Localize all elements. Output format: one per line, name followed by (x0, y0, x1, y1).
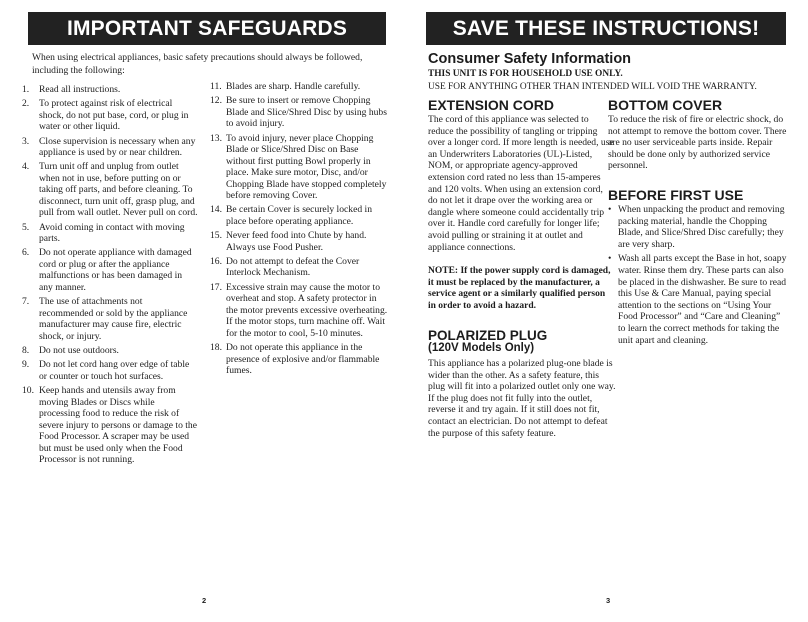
list-item: • Wash all parts except the Base in hot, soapy water. Rinse them dry. These parts can also be placed in the dishwasher. Be sure to read this Use & Care Manual, paying special attention to the sections on “Using Your Food Processor” and “Care and Cleaning” to learn the correct methods for taking the unit apart and cleaning. (608, 253, 787, 346)
item-number: 17. (210, 281, 222, 293)
list-item (210, 133, 388, 202)
item-text: Never feed food into Chute by hand. Always use Food Pusher. (226, 230, 367, 253)
list-item (210, 256, 388, 279)
item-number: 8. (22, 345, 30, 357)
item-number: 14. (210, 204, 222, 216)
list-item (22, 247, 198, 293)
list-item (22, 296, 198, 342)
item-text: Be sure to insert or remove Chopping Blade and Slice/Shred Disc by using hubs to avoid injury. (226, 95, 387, 130)
page-number-right: 3 (606, 596, 611, 605)
item-number: 5. (22, 221, 30, 233)
item-number: 1. (22, 84, 30, 95)
item-number: 10. (22, 385, 34, 397)
list-item (22, 385, 198, 466)
item-text: Do not operate appliance with damaged cord or plug or after the appliance malfunctions or has been damaged in any manner. (39, 247, 192, 293)
right-page (404, 0, 808, 622)
item-text: Keep hands and utensils away from moving Blades or Discs while processing food to reduce the risk of severe injury to persons or damage to the Food Processor. A scraper may be used but must be used only when the Food Processor is not running. (39, 385, 197, 466)
item-number: 2. (22, 98, 30, 110)
item-number: 13. (210, 132, 222, 144)
safeguards-intro: When using electrical appliances, basic safety precautions should always be followed, including the following: (32, 52, 363, 76)
item-text: Do not let cord hang over edge of table or counter or touch hot surfaces. (39, 359, 190, 382)
bottom-cover-text: To reduce the risk of fire or electric shock, do not attempt to remove the bottom cover. There are no user serviceable parts inside. Repair should be done only by authorized service personnel. (608, 114, 787, 172)
extension-cord-heading: EXTENSION CORD (428, 97, 555, 113)
list-item (22, 345, 198, 357)
polarized-plug-heading: POLARIZED PLUG (428, 328, 548, 343)
item-text: Close supervision is necessary when any appliance is used by or near children. (39, 135, 196, 159)
safeguards-list-col2 (210, 81, 388, 379)
list-item (22, 98, 198, 133)
list-item: • When unpacking the product and removing packing material, handle the Chopping Blade, and Slice/Shred Disc carefully; they are very sharp. (608, 204, 785, 250)
list-item (22, 84, 198, 96)
item-text: Do not operate this appliance in the presence of explosive and/or flammable fumes. (226, 342, 380, 377)
item-number: 3. (22, 135, 30, 147)
before-first-use-heading: BEFORE FIRST USE (608, 187, 744, 203)
save-instructions-banner: SAVE THESE INSTRUCTIONS! (426, 12, 786, 45)
item-text: Be certain Cover is securely locked in place before operating appliance. (226, 204, 372, 227)
list-item (210, 81, 388, 93)
polarized-plug-text: This appliance has a polarized plug-one blade is wider than the other. As a safety feature, this plug will fit into a polarized outlet only one way. If the plug does not fit fully into the outlet, reverse it and try again. If it still does not fit, contact an electrician. Do not attempt to defeat the purpose of this safety feature. (428, 358, 616, 439)
list-item (210, 204, 388, 227)
item-text: To protect against risk of electrical shock, do not put base, cord, or plug in water or other liquid. (39, 98, 189, 133)
item-number: 12. (210, 95, 222, 107)
item-number: 11. (210, 81, 222, 92)
item-number: 16. (210, 255, 222, 267)
item-text: The use of attachments not recommended or sold by the appliance manufacturer may cause fire, electric shock, or injury. (39, 296, 188, 342)
list-item (22, 161, 198, 219)
item-text: Do not attempt to defeat the Cover Interlock Mechanism. (226, 255, 360, 279)
item-text: Excessive strain may cause the motor to overheat and stop. A safety protector in the motor prevents excessive overheating. If the motor stops, turn machine off. Wait for the motor to cool, 5-10 minutes. (226, 281, 388, 339)
warranty-line: USE FOR ANYTHING OTHER THAN INTENDED WILL VOID THE WARRANTY. (428, 82, 757, 92)
page-number-left: 2 (202, 596, 207, 605)
item-text: Turn unit off and unplug from outlet when not in use, before putting on or taking off parts, and before cleaning. To disconnect, turn unit off, grasp plug, and pull from wall outlet. Never pull on cord. (39, 161, 198, 219)
consumer-safety-title: Consumer Safety Information (428, 51, 632, 67)
item-text: Blades are sharp. Handle carefully. (226, 81, 361, 92)
item-number: 18. (210, 342, 222, 354)
item-number: 4. (22, 161, 30, 173)
list-item (210, 95, 388, 130)
list-item (22, 136, 198, 159)
bottom-cover-heading: BOTTOM COVER (608, 97, 723, 113)
household-use-line: THIS UNIT IS FOR HOUSEHOLD USE ONLY. (428, 69, 623, 79)
list-item (22, 222, 198, 245)
polarized-plug-subheading: (120V Models Only) (428, 342, 535, 354)
item-text: Do not use outdoors. (39, 345, 119, 357)
item-number: 6. (22, 247, 30, 259)
item-number: 15. (210, 230, 222, 242)
extension-cord-text: The cord of this appliance was selected to reduce the possibility of tangling or tripping over a longer cord. If more length is needed, use an Underwriters Laboratories (UL)-Listed, NOM, or appropriate agency-approved extension cord rated no less than 15-amperes and 120 volts. When using an extension cord, do not let it drape over the working area or dangle where someone could accidentally trip over it. Handle cord carefully for longer life; avoid pulling or straining it at outlet and appliance connections. (428, 114, 614, 253)
list-item (210, 230, 388, 253)
list-item (210, 282, 388, 340)
safeguards-list-col1 (22, 84, 198, 468)
item-number: 9. (22, 359, 30, 371)
item-number: 7. (22, 296, 30, 308)
item-text: Avoid coming in contact with moving parts. (39, 221, 185, 245)
item-text: Read all instructions. (39, 84, 121, 95)
power-cord-note: NOTE: If the power supply cord is damaged, it must be replaced by the manufacturer, a service agent or a similarly qualified person in order to avoid a hazard. (428, 266, 611, 311)
item-text: To avoid injury, never place Chopping Blade or Slice/Shred Disc on Base without first putting Bowl properly in place. Make sure motor, Disc, and/or Chopping Blade have stopped completely before removing Cover. (226, 132, 387, 202)
before-first-use-list (608, 204, 788, 349)
list-item (22, 359, 198, 382)
list-item (210, 342, 388, 377)
important-safeguards-banner: IMPORTANT SAFEGUARDS (28, 12, 386, 45)
